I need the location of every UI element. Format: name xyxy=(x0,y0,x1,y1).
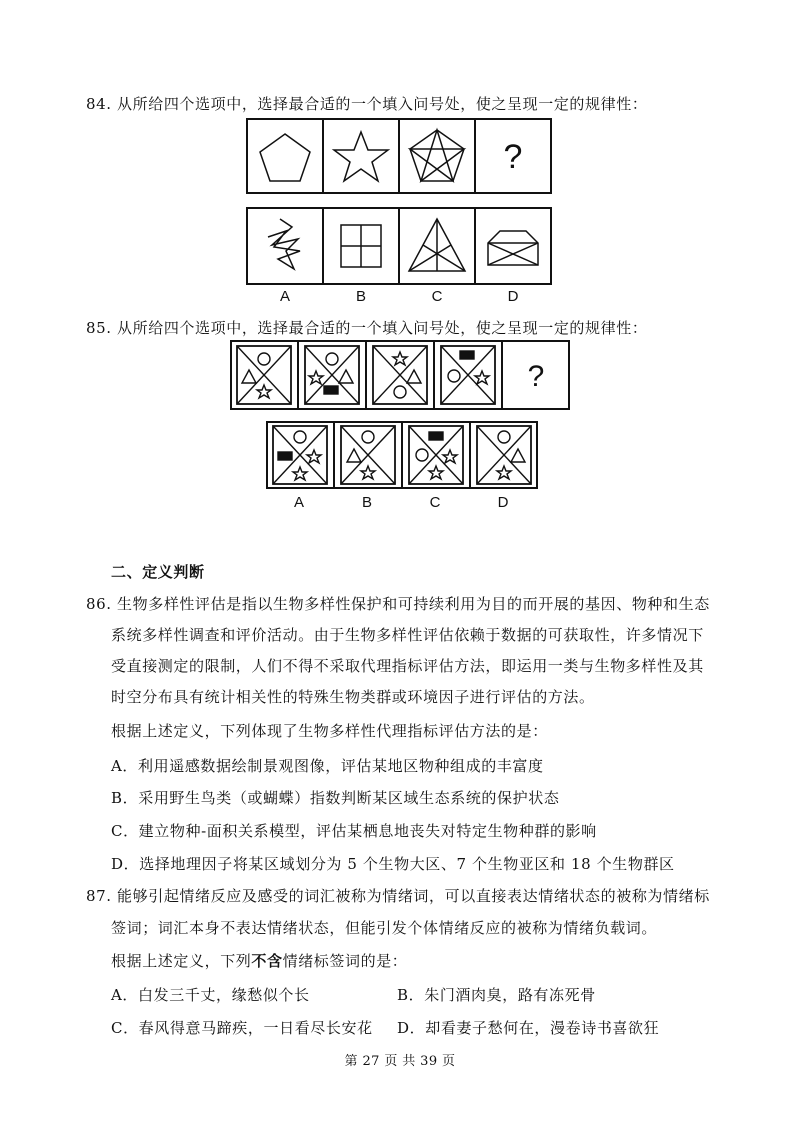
q85-question-figures xyxy=(230,340,570,410)
q85-fig3 xyxy=(373,346,427,404)
q87-stem-line-2: 签词；词汇本身不表达情绪状态，但能引发个体情绪反应的被称为情绪负载词。 xyxy=(111,919,658,937)
q86-option-c: C．建立物种-面积关系模型，评估某栖息地丧失对特定生物种群的影响 xyxy=(111,822,597,840)
q84-fig2-star xyxy=(334,132,388,181)
section-heading: 二、定义判断 xyxy=(111,563,205,581)
q86-stem-line-4: 时空分布具有统计相关性的特殊生物类群或环境因子进行评估的方法。 xyxy=(111,688,595,706)
q87-option-d: D．却看妻子愁何在，漫卷诗书喜欲狂 xyxy=(397,1019,660,1037)
q87-option-c: C．春风得意马蹄疾，一日看尽长安花 xyxy=(111,1019,373,1037)
q84-optA-zigzag xyxy=(268,219,300,269)
q84-label-c: C xyxy=(431,288,443,305)
q85-question-mark: ? xyxy=(527,360,545,393)
q84-fig1-pentagon xyxy=(260,134,310,181)
q85-label-c: C xyxy=(429,494,441,511)
q87-stem-line-1: 87. 能够引起情绪反应及感受的词汇被称为情绪词，可以直接表达情绪状态的被称为情绪标 xyxy=(86,887,710,905)
q87-question xyxy=(111,951,407,971)
q86-stem-line-1: 86. 生物多样性评估是指以生物多样性保护和可持续利用为目的而开展的基因、物种和生态 xyxy=(86,595,710,613)
q87-option-a: A．白发三千丈，缘愁似个长 xyxy=(111,986,310,1004)
q87-option-b: B．朱门酒肉臭，路有冻死骨 xyxy=(397,986,596,1004)
q86-option-a: A．利用遥感数据绘制景观图像，评估某地区物种组成的丰富度 xyxy=(111,757,544,775)
q85-label-b: B xyxy=(361,494,372,511)
q84-label-a: A xyxy=(279,288,290,305)
q85-optA xyxy=(273,426,327,484)
q85-fig1 xyxy=(237,346,291,404)
q85-label-a: A xyxy=(293,494,304,511)
q87-question-emphasis: 不含 xyxy=(251,952,283,970)
q86-option-b: B．采用野生鸟类（或蝴蝶）指数判断某区域生态系统的保护状态 xyxy=(111,789,560,807)
q85-optB xyxy=(341,426,395,484)
q85-fig2 xyxy=(305,346,359,404)
q84-stem: 84. 从所给四个选项中，选择最合适的一个填入问号处，使之呈现一定的规律性： xyxy=(86,95,648,113)
q84-label-b: B xyxy=(355,288,366,305)
q86-stem-line-2: 系统多样性调查和评价活动。由于生物多样性评估依赖于数据的可获取性，许多情况下 xyxy=(111,626,704,644)
q85-option-figures xyxy=(266,421,538,489)
q84-question-figures xyxy=(246,118,552,194)
q85-fig4 xyxy=(441,346,495,404)
q86-option-d: D．选择地理因子将某区域划分为 5 个生物大区、7 个生物亚区和 18 个生物群区 xyxy=(111,855,675,873)
q84-option-figures xyxy=(246,207,552,285)
page-footer: 第 27 页 共 39 页 xyxy=(344,1054,456,1069)
q85-optC xyxy=(409,426,463,484)
q85-label-d: D xyxy=(497,494,509,511)
q86-question: 根据上述定义，下列体现了生物多样性代理指标评估方法的是： xyxy=(111,722,548,740)
q85-stem: 85. 从所给四个选项中，选择最合适的一个填入问号处，使之呈现一定的规律性： xyxy=(86,319,648,337)
q84-optD-envelope xyxy=(488,231,538,265)
q87-question-post: 情绪标签词的是： xyxy=(282,952,408,970)
q86-stem-line-3: 受直接测定的限制，人们不得不采取代理指标评估方法，即运用一类与生物多样性及其 xyxy=(111,657,704,675)
q84-label-d: D xyxy=(507,288,519,305)
q87-question-pre: 根据上述定义，下列 xyxy=(111,952,252,970)
q85-optD xyxy=(477,426,531,484)
q84-question-mark: ? xyxy=(503,138,523,176)
